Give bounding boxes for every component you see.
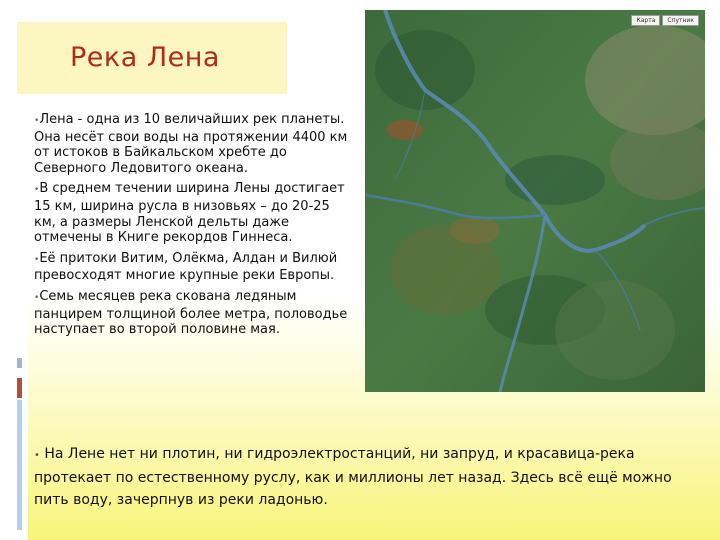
bullet-dot: • bbox=[34, 254, 40, 265]
bullet-text: В среднем течении ширина Лены достигает 15 км, ширина русла в низовьях – до 20-25 км, а размеры Ленской дельты даже отмечены в Книге рекордов Гиннеса. bbox=[34, 181, 345, 246]
bullet-dot: • bbox=[34, 292, 40, 303]
bullet-text: Её притоки Витим, Олёкма, Алдан и Вилюй превосходят многие крупные реки Европы. bbox=[34, 250, 338, 284]
bullet-dot: • bbox=[34, 116, 40, 126]
bullet-item bbox=[34, 251, 354, 284]
map-type-controls bbox=[631, 15, 699, 26]
bullet-dot: • bbox=[34, 450, 40, 461]
bullet-text: Лена - одна из 10 величайших рек планеты. Она несёт свои воды на протяжении 4400 км от истоков в Байкальском хребте до Северного Ледовитого океана. bbox=[34, 112, 348, 176]
bottom-bullet bbox=[34, 443, 704, 511]
satellite-button[interactable]: Спутник bbox=[662, 15, 699, 26]
bullet-item bbox=[34, 289, 354, 338]
slide-title: Река Лена bbox=[70, 42, 220, 73]
accent-bar-blue-bottom bbox=[17, 400, 22, 530]
satellite-map-image bbox=[365, 10, 705, 392]
bullet-text: Семь месяцев река скована ледяным панцирем толщиной более метра, половодье наступает во второй половине мая. bbox=[34, 288, 348, 338]
bullet-list bbox=[34, 112, 354, 343]
satellite-map[interactable] bbox=[365, 10, 705, 392]
map-button[interactable]: Карта bbox=[631, 15, 660, 26]
bottom-bullet-text: На Лене нет ни плотин, ни гидроэлектростанций, ни запруд, и красавица-река протекает по естественному руслу, как и миллионы лет назад. Здесь всё ещё можно пить воду, зачерпнув из реки ладонью. bbox=[34, 446, 672, 508]
bullet-item bbox=[34, 112, 354, 176]
bullet-item bbox=[34, 181, 354, 245]
accent-bar-red bbox=[17, 378, 22, 398]
accent-bar-blue-top bbox=[17, 358, 22, 368]
bullet-dot: • bbox=[34, 185, 40, 196]
